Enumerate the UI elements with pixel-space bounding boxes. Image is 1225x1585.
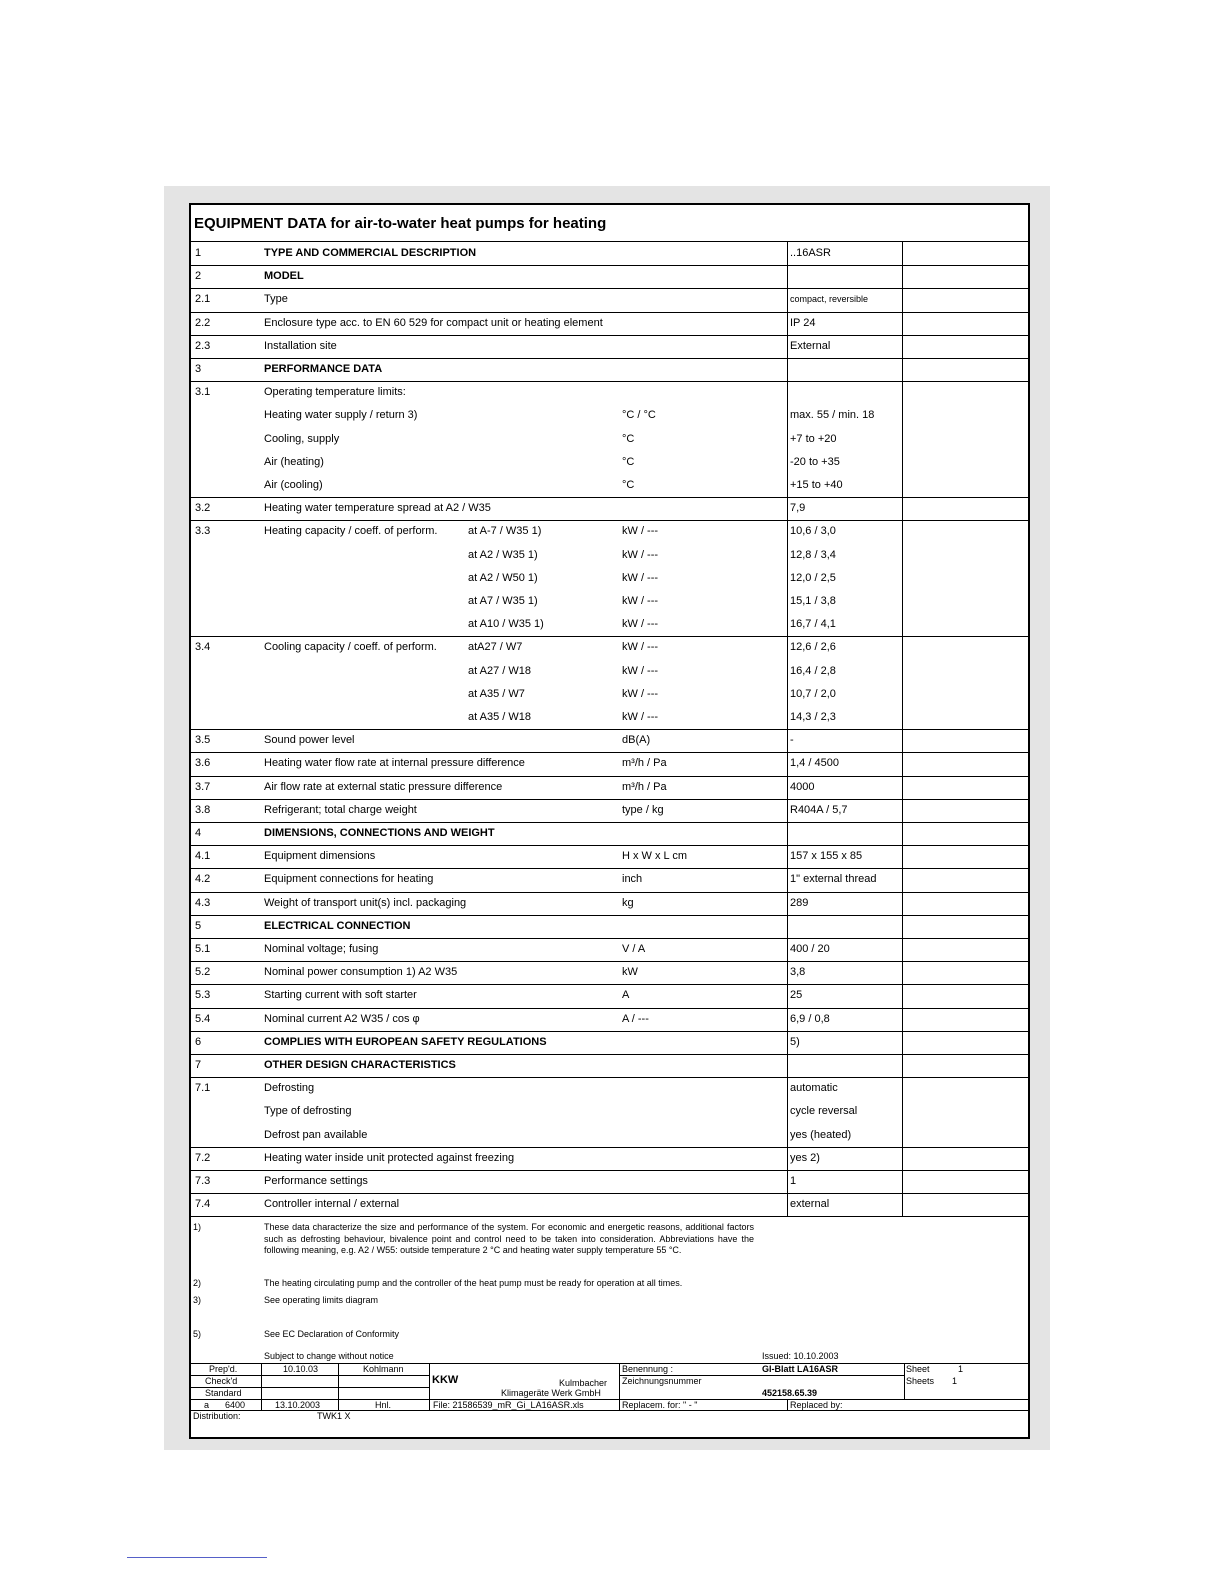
row-value: max. 55 / min. 18 (790, 409, 875, 422)
row-label: Enclosure type acc. to EN 60 529 for compact unit or heating element (264, 316, 603, 329)
row-num: 3 (195, 363, 202, 375)
row-label: Installation site (264, 339, 337, 352)
row-at: at A35 / W7 (468, 687, 525, 700)
row-unit: kW (622, 966, 638, 979)
row-value: 289 (790, 896, 809, 909)
row-num: 2.2 (195, 316, 211, 329)
row-value: ..16ASR (790, 247, 831, 259)
revision-number: 6400 (225, 1400, 246, 1410)
remarks-column-divider (902, 242, 903, 1216)
row-label: Type of defrosting (264, 1105, 352, 1118)
row-num: 7.3 (195, 1175, 211, 1187)
row-num: 5.4 (195, 1012, 211, 1025)
row-num: 3.5 (195, 734, 211, 747)
sheets-label: Sheets (906, 1376, 935, 1386)
row-label: Heating water inside unit protected against freezing (264, 1151, 515, 1164)
row-value: 6,9 / 0,8 (790, 1012, 830, 1025)
row-value: 7,9 (790, 502, 806, 515)
row-at: at A-7 / W35 1) (468, 525, 542, 538)
zeichnung-value: 452158.65.39 (762, 1388, 818, 1398)
row-label: Starting current with soft starter (264, 989, 417, 1002)
footnote-text: See EC Declaration of Conformity (264, 1329, 400, 1340)
row-num: 2.1 (195, 293, 211, 306)
row-unit: °C (622, 455, 635, 468)
benennung-label: Benennung : (622, 1364, 674, 1374)
row-value: 157 x 155 x 85 (790, 850, 863, 863)
link-underline (127, 1557, 267, 1558)
row-num: 5 (195, 919, 202, 932)
row-label: Controller internal / external (264, 1198, 400, 1211)
row-unit: kW / --- (622, 548, 659, 561)
row-label: Nominal voltage; fusing (264, 943, 379, 955)
row-label: Cooling capacity / coeff. of perform. (264, 641, 437, 654)
row-value: 15,1 / 3,8 (790, 595, 836, 607)
row-unit: kW / --- (622, 618, 659, 631)
row-value: 400 / 20 (790, 943, 830, 955)
prepd-label: Prep'd. (209, 1364, 238, 1374)
row-unit: inch (622, 873, 643, 886)
row-num: 4.1 (195, 850, 211, 863)
row-value: 5) (790, 1035, 800, 1048)
row-label: Defrost pan available (264, 1128, 368, 1141)
prepd-name: Kohlmann (363, 1364, 404, 1374)
row-num: 6 (195, 1035, 202, 1048)
title-block (191, 1351, 1028, 1422)
benennung-value: GI-Blatt LA16ASR (762, 1364, 839, 1374)
sheet-label: Sheet (906, 1364, 930, 1374)
footnote-marker: 5) (193, 1329, 202, 1340)
row-num: 7.2 (195, 1151, 211, 1164)
row-unit: °C (622, 432, 635, 445)
revision-date: 13.10.2003 (275, 1400, 321, 1410)
footnote-marker: 2) (193, 1278, 202, 1289)
row-value: automatic (790, 1082, 838, 1095)
row-unit: A (622, 989, 630, 1002)
row-label: PERFORMANCE DATA (264, 363, 383, 375)
sheet-value: 1 (958, 1364, 964, 1374)
row-label: Heating water temperature spread at A2 / W35 (264, 502, 491, 515)
equipment-data-sheet (189, 203, 1030, 1439)
row-value: 12,8 / 3,4 (790, 548, 836, 561)
row-value: cycle reversal (790, 1105, 858, 1118)
row-label: Heating water flow rate at internal pressure difference (264, 757, 525, 770)
footnote-text: The heating circulating pump and the controller of the heat pump must be ready for operation at all times. (264, 1278, 683, 1289)
sheets-value: 1 (952, 1376, 958, 1386)
row-value: 12,0 / 2,5 (790, 571, 836, 584)
row-label: ELECTRICAL CONNECTION (264, 919, 411, 932)
footnote-text: See operating limits diagram (264, 1295, 379, 1306)
row-at: at A10 / W35 1) (468, 618, 544, 631)
row-num: 4 (195, 827, 202, 839)
row-label: Heating water supply / return 3) (264, 409, 418, 422)
row-label: Operating temperature limits: (264, 386, 406, 399)
subject-notice: Subject to change without notice (264, 1351, 394, 1361)
row-label: Sound power level (264, 734, 355, 747)
row-num: 5.2 (195, 966, 211, 979)
row-at: at A2 / W35 1) (468, 548, 538, 561)
distribution-value: TWK1 X (317, 1411, 351, 1421)
row-num: 3.6 (195, 757, 211, 770)
row-value: +15 to +40 (790, 479, 843, 491)
row-unit: kW / --- (622, 687, 659, 700)
row-label: TYPE AND COMMERCIAL DESCRIPTION (264, 247, 477, 259)
row-unit: kW / --- (622, 595, 659, 607)
issued-date: Issued: 10.10.2003 (762, 1351, 839, 1361)
row-value: external (790, 1198, 830, 1211)
row-label: Weight of transport unit(s) incl. packaging (264, 896, 467, 909)
row-unit: m³/h / Pa (622, 780, 667, 793)
row-value: 1,4 / 4500 (790, 757, 839, 770)
row-unit: °C / °C (622, 409, 656, 422)
row-value: -20 to +35 (790, 455, 840, 468)
row-value: 10,6 / 3,0 (790, 525, 836, 538)
row-value: 1" external thread (790, 873, 877, 886)
value-column-divider (787, 242, 788, 1216)
row-value: - (790, 734, 794, 747)
row-unit: H x W x L cm (622, 850, 687, 863)
sheet-title: EQUIPMENT DATA for air-to-water heat pumps for heating (191, 205, 1028, 242)
footnote-marker: 3) (193, 1295, 202, 1306)
row-num: 7.4 (195, 1198, 211, 1211)
row-value: 10,7 / 2,0 (790, 687, 836, 700)
row-num: 7 (195, 1059, 202, 1071)
table-bottom-line (191, 1216, 1028, 1217)
row-num: 2 (195, 270, 202, 283)
row-unit: m³/h / Pa (622, 757, 667, 770)
row-label: Nominal power consumption 1) A2 W35 (264, 966, 458, 979)
row-label: DIMENSIONS, CONNECTIONS AND WEIGHT (264, 827, 495, 839)
row-value: 16,7 / 4,1 (790, 618, 836, 631)
row-value: 3,8 (790, 966, 806, 979)
row-label: Refrigerant; total charge weight (264, 803, 417, 816)
row-at: atA27 / W7 (468, 641, 523, 654)
row-num: 5.3 (195, 989, 211, 1002)
row-value: compact, reversible (790, 294, 869, 305)
row-at: at A35 / W18 (468, 711, 531, 723)
row-num: 1 (195, 247, 202, 259)
row-label: Heating capacity / coeff. of perform. (264, 525, 438, 538)
row-num: 3.1 (195, 386, 211, 399)
row-unit: kW / --- (622, 571, 659, 584)
row-label: Cooling, supply (264, 432, 340, 445)
row-value: 16,4 / 2,8 (790, 664, 836, 677)
row-at: at A7 / W35 1) (468, 595, 538, 607)
replacem-for: Replacem. for: " - " (622, 1400, 698, 1410)
row-num: 3.8 (195, 803, 211, 816)
company-city: Kulmbacher (559, 1378, 608, 1388)
row-num: 3.4 (195, 641, 211, 654)
row-num: 4.3 (195, 896, 211, 909)
row-unit: V / A (622, 943, 646, 955)
row-label: Nominal current A2 W35 / cos φ (264, 1012, 420, 1025)
footnote-text: These data characterize the size and performance of the system. For economic and energetic reasons, additional factors such as defrosting behaviour, bivalence point and control need to be taken into consideration. Abbreviations have the following meaning, e.g. A2 / W55: outside temperature 2 °C and heating water supply temperature 55 °C. (264, 1222, 754, 1256)
row-label: Air (heating) (264, 455, 324, 468)
row-unit: kW / --- (622, 711, 659, 723)
prepd-date: 10.10.03 (283, 1364, 319, 1374)
row-unit: kW / --- (622, 664, 659, 677)
row-value: 14,3 / 2,3 (790, 711, 836, 723)
revision-letter: a (204, 1400, 210, 1410)
row-value: 1 (790, 1175, 797, 1187)
row-num: 7.1 (195, 1082, 211, 1095)
row-value: 25 (790, 989, 803, 1002)
row-unit: °C (622, 479, 635, 491)
row-label: Air flow rate at external static pressure difference (264, 780, 503, 793)
row-value: External (790, 339, 831, 352)
row-num: 3.7 (195, 780, 211, 793)
row-value: yes 2) (790, 1151, 820, 1164)
row-unit: kW / --- (622, 525, 659, 538)
footnote-marker: 1) (193, 1222, 202, 1233)
row-label: Equipment dimensions (264, 850, 376, 863)
row-label: Defrosting (264, 1082, 315, 1095)
row-value: 4000 (790, 780, 815, 793)
zeichnung-label: Zeichnungsnummer (622, 1376, 702, 1386)
checkd-label: Check'd (205, 1376, 238, 1386)
row-label: Equipment connections for heating (264, 873, 434, 886)
row-value: 12,6 / 2,6 (790, 641, 836, 654)
row-value: +7 to +20 (790, 432, 837, 445)
row-label: Type (264, 293, 288, 306)
row-unit: kg (622, 896, 634, 909)
row-num: 3.3 (195, 525, 211, 538)
row-at: at A2 / W50 1) (468, 571, 538, 584)
row-value: R404A / 5,7 (790, 803, 848, 816)
row-num: 4.2 (195, 873, 211, 886)
row-unit: dB(A) (622, 734, 651, 747)
company-logo-text: KKW (432, 1374, 459, 1386)
standard-label: Standard (205, 1388, 242, 1398)
replaced-by: Replaced by: (790, 1400, 843, 1410)
row-value: IP 24 (790, 316, 816, 329)
row-label: COMPLIES WITH EUROPEAN SAFETY REGULATIONS (264, 1035, 547, 1048)
row-num: 3.2 (195, 502, 211, 515)
row-num: 5.1 (195, 943, 211, 955)
row-num: 2.3 (195, 339, 211, 352)
row-label: OTHER DESIGN CHARACTERISTICS (264, 1059, 456, 1071)
row-at: at A27 / W18 (468, 664, 531, 677)
revision-name: Hnl. (375, 1400, 392, 1410)
row-value: yes (heated) (790, 1128, 852, 1141)
row-label: Performance settings (264, 1175, 368, 1187)
distribution-label: Distribution: (193, 1411, 241, 1421)
company-full-name: Klimageräte Werk GmbH (501, 1388, 601, 1398)
row-label: MODEL (264, 270, 304, 283)
file-name: File: 21586539_mR_Gi_LA16ASR.xls (433, 1400, 584, 1410)
row-unit: A / --- (622, 1012, 649, 1025)
row-unit: kW / --- (622, 641, 659, 654)
row-label: Air (cooling) (264, 479, 323, 491)
row-unit: type / kg (622, 803, 664, 816)
